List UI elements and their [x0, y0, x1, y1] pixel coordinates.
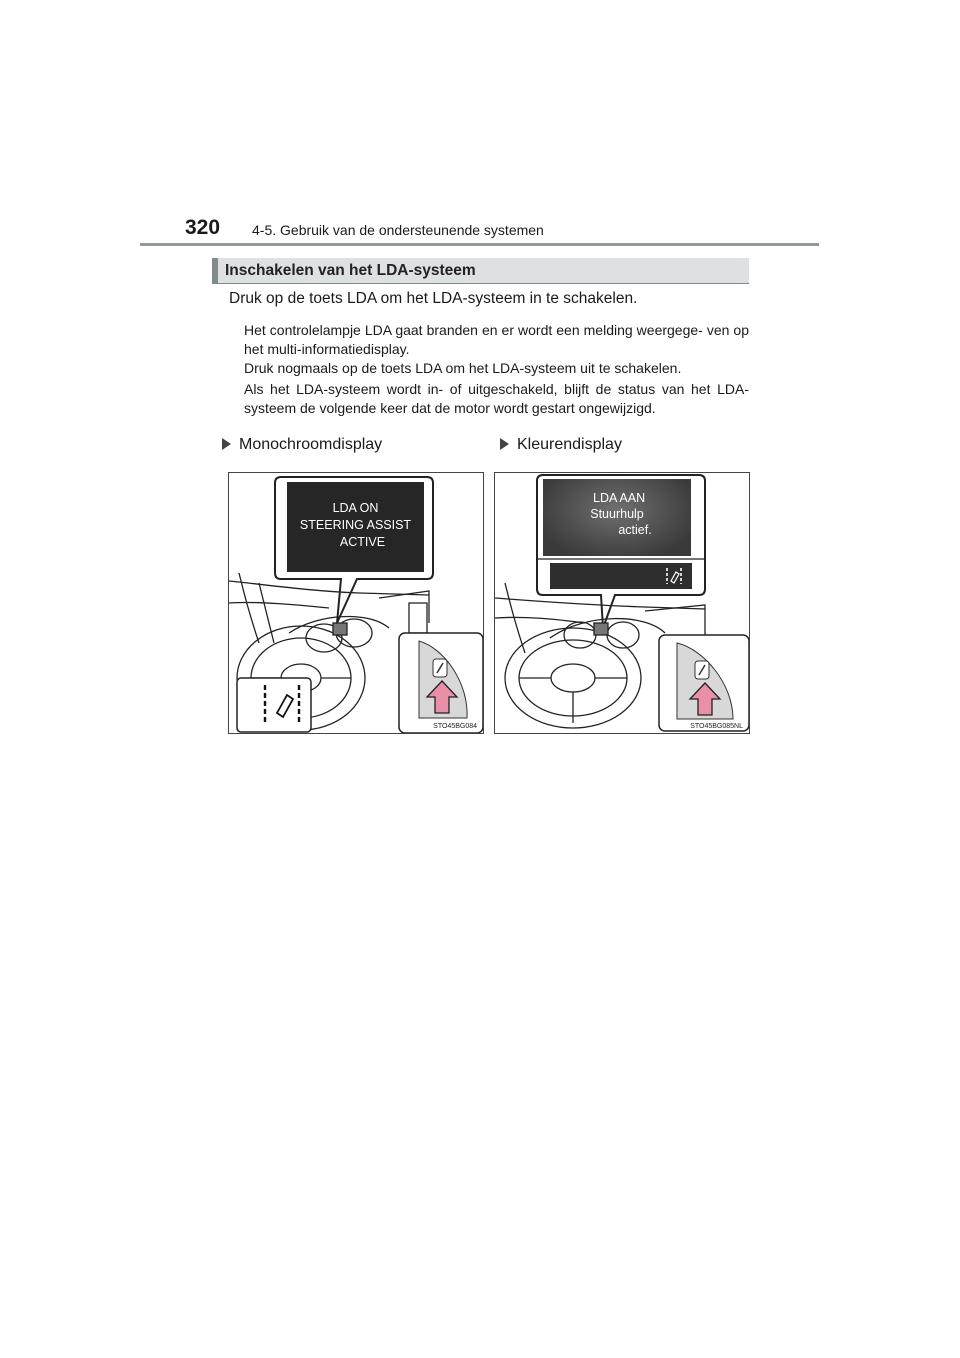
section-heading-text: Inschakelen van het LDA-systeem [225, 262, 476, 279]
screen-line-2: Stuurhulp [590, 507, 644, 521]
note-status-retained: Als het LDA-systeem wordt in- of uitgeschakeld, blijft de status van het LDA-systeem de volgende keer dat de motor wordt gestart ongewijzigd. [244, 381, 749, 416]
figure-code: STO45BG084 [433, 723, 477, 730]
figure-monochrome-display [228, 472, 484, 734]
caption-color [500, 436, 622, 454]
page-number: 320 [185, 216, 221, 239]
note-switch-off: Druk nogmaals op de toets LDA om het LDA-systeem uit te schakelen. [244, 360, 682, 376]
screen-line-1: LDA ON [332, 501, 379, 515]
header-rule [140, 243, 819, 246]
color-screen [543, 479, 691, 556]
note-indicator: Het controlelampje LDA gaat branden en er wordt een melding weergege- ven op het multi-informatiedisplay. [244, 322, 749, 357]
section-heading [212, 258, 749, 284]
screen-line-2: STEERING ASSIST [299, 518, 412, 532]
caption-monochrome [222, 436, 382, 454]
screen-line-3: ACTIVE [339, 535, 386, 549]
heading-accent-bar [212, 258, 218, 283]
screen-line-3: actief. [618, 523, 652, 537]
triangle-bullet-icon [222, 438, 231, 450]
monochrome-screen [287, 482, 424, 572]
figure-color-display [494, 472, 750, 734]
triangle-bullet-icon [500, 438, 509, 450]
screen-line-1: LDA AAN [593, 491, 646, 505]
main-instruction: Druk op de toets LDA om het LDA-systeem in te schakelen. [229, 290, 638, 307]
figure-code: STO45BG085NL [690, 723, 743, 730]
caption-monochrome-text: Monochroomdisplay [239, 436, 383, 453]
caption-color-text: Kleurendisplay [517, 436, 622, 453]
chapter-title: 4-5. Gebruik van de ondersteunende systemen [252, 222, 544, 238]
